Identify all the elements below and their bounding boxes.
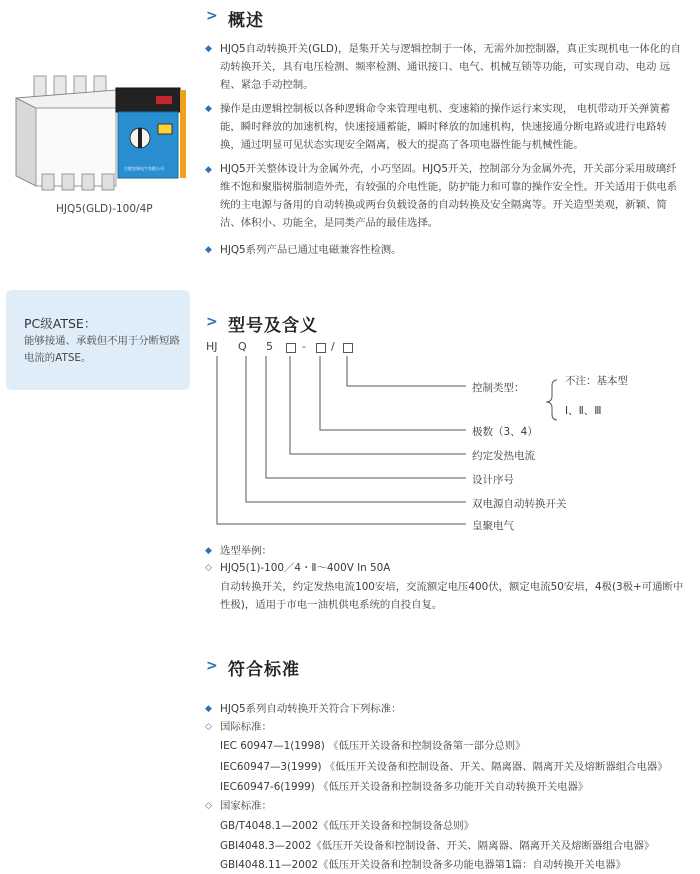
label-brand: 皇聚电气	[472, 520, 514, 532]
intl-standards-label: 国际标准：	[220, 721, 272, 733]
diamond-bullet-icon: ◆	[205, 104, 212, 114]
national-standards-label: 国家标准：	[220, 800, 272, 812]
diamond-bullet-icon: ◆	[205, 165, 212, 175]
label-rated-current: 约定发热电流	[472, 450, 535, 462]
diamond-bullet-icon: ◆	[205, 704, 212, 714]
hollow-diamond-bullet-icon: ◇	[205, 801, 212, 811]
national-standard-item: GB/T4048.1—2002《低压开关设备和控制设备总则》	[220, 820, 475, 832]
atse-switch-illustration	[6, 68, 192, 193]
label-design-no: 设计序号	[472, 474, 514, 486]
intl-standard-item: IEC60947—3(1999) 《低压开关设备和控制设备、开关、隔离器、隔离开关及熔断器组合电器》	[220, 761, 668, 773]
label-control-option-levels: Ⅰ、Ⅱ、Ⅲ	[565, 405, 602, 417]
national-standard-item: GBI4048.3—2002《低压开关设备和控制设备、开关、隔离器、隔离开关及熔断器组合电器》	[220, 840, 655, 852]
national-standard-item: GBI4048.11—2002《低压开关设备和控制设备多功能电器第1篇：自动转换开关电器》	[220, 859, 626, 871]
overview-paragraph: 操作是由逻辑控制板以各种逻辑命令来管理电机、变速箱的操作运行来实现， 电机带动开关弹簧蓄能，瞬时释放的加速机构，快速接通蓄能，瞬时释放的加速机构，快速接通分断电路或进行电路转换，通过明显可见状态实现安全隔离，极大的提高了各项电器性能与机械性能。	[220, 103, 671, 151]
example-code: HJQ5(1)-100／4・Ⅱ～400V In 50A	[220, 562, 391, 574]
code-dash: -	[302, 340, 306, 353]
standards-title: 符合标准	[228, 660, 300, 680]
sidebar-description: 能够接通、承载但不用于分断短路电流的ATSE。	[24, 335, 180, 364]
chevron-right-icon: >	[206, 8, 218, 24]
pc-atse-note-box	[6, 290, 190, 390]
model-title: 型号及含义	[228, 316, 318, 336]
example-description: 自动转换开关，约定发热电流100安培，交流额定电压400伏，额定电流50安培，4极(3极+可通断中性极)，适用于市电一油机供电系统的自投自复。	[220, 581, 684, 611]
hollow-diamond-bullet-icon: ◇	[205, 563, 212, 573]
label-poles: 极数（3、4）	[472, 426, 538, 438]
diamond-bullet-icon: ◆	[205, 546, 212, 556]
sidebar-title: PC级ATSE：	[24, 316, 97, 331]
hollow-diamond-bullet-icon: ◇	[205, 722, 212, 732]
product-image	[6, 68, 192, 193]
panel-label: 合肥皇聚电气有限公司	[124, 166, 164, 171]
overview-paragraph: HJQ5开关整体设计为金属外壳，小巧坚固。HJQ5开关，控制部分为金属外壳，开关部分采用玻璃纤维不饱和聚脂树脂制造外壳，有较强的介电性能，防护能力和可靠的操作安全性。开关适用于供电系统的主电源与备用的自动转换或两台负载设备的自动转换及安全隔离等。开关造型美观，新颖、简洁、体积小、功能全，是同类产品的最佳选择。	[220, 163, 678, 229]
code-5: 5	[266, 340, 273, 353]
overview-title: 概述	[228, 11, 264, 31]
example-label: 选型举例：	[220, 545, 272, 557]
chevron-right-icon: >	[206, 658, 218, 674]
overview-paragraph: HJQ5系列产品已通过电磁兼容性检测。	[220, 244, 402, 256]
chevron-right-icon: >	[206, 314, 218, 330]
label-control-option-basic: 不注：基本型	[565, 375, 628, 387]
code-hj: HJ	[206, 340, 218, 353]
diamond-bullet-icon: ◆	[205, 44, 212, 54]
standards-intro: HJQ5系列自动转换开关符合下列标准：	[220, 703, 402, 715]
intl-standard-item: IEC 60947—1(1998) 《低压开关设备和控制设备第一部分总则》	[220, 740, 526, 752]
overview-paragraph: HJQ5自动转换开关(GLD)，是集开关与逻辑控制于一体，无需外加控制器，真正实现机电一体化的自动转换开关，具有电压检测、频率检测、通讯接口、电气、机械互锁等功能，可实现自动、电动 远程、紧急手动控制。	[220, 43, 681, 91]
label-control-type: 控制类型：	[472, 382, 525, 394]
code-slash: /	[331, 340, 335, 353]
intl-standard-item: IEC60947-6(1999) 《低压开关设备和控制设备多功能开关自动转换开关电器》	[220, 781, 589, 793]
label-dual-power: 双电源自动转换开关	[472, 498, 567, 510]
code-q: Q	[238, 340, 247, 353]
product-caption: HJQ5(GLD)-100/4P	[56, 203, 153, 215]
diamond-bullet-icon: ◆	[205, 245, 212, 255]
